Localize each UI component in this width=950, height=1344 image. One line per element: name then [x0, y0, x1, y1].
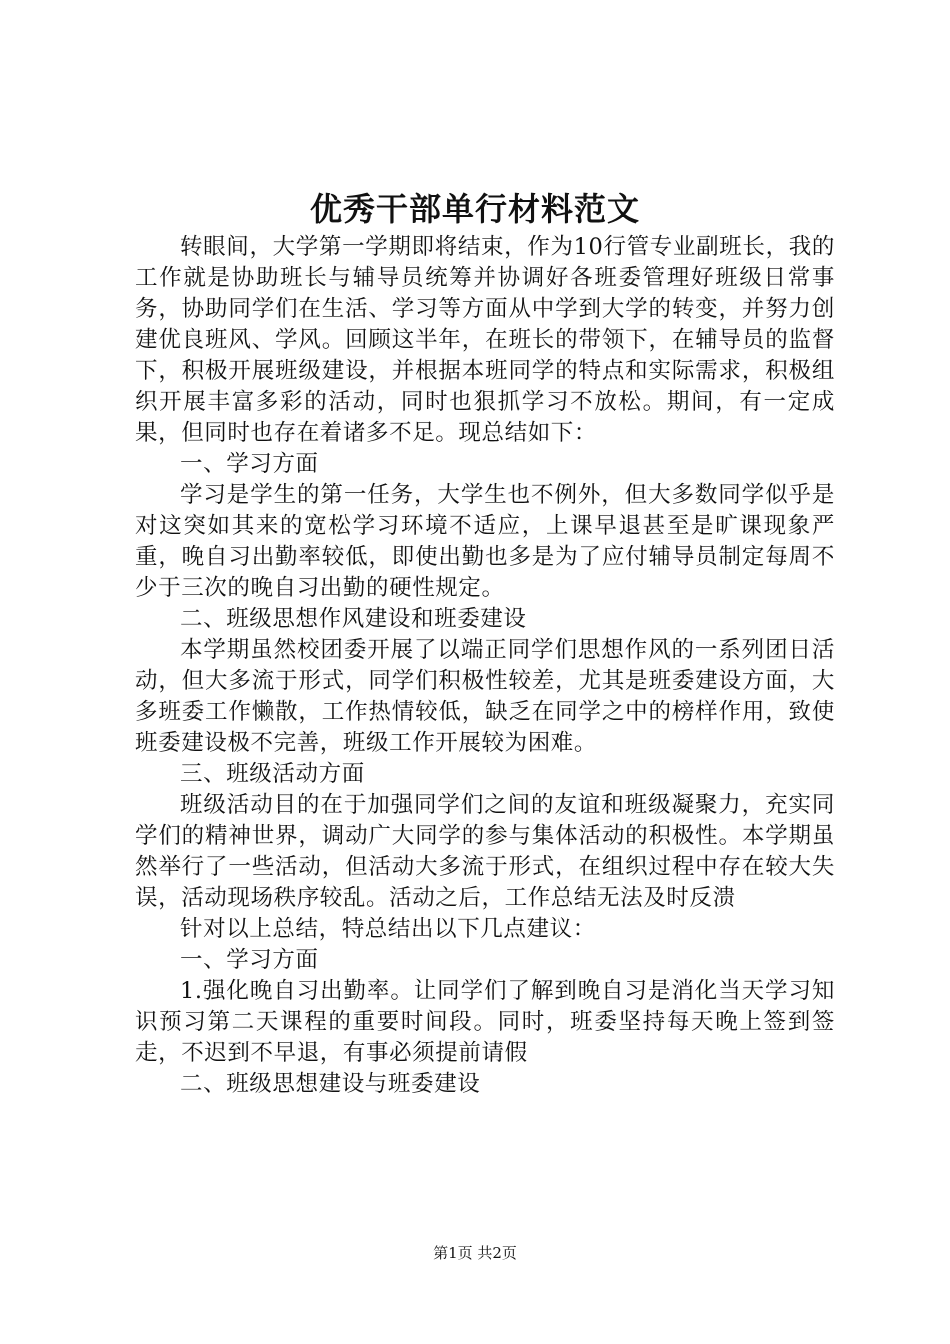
section-heading-activities: 三、班级活动方面 — [180, 761, 365, 787]
page-footer: 第1页 共2页 — [433, 1244, 517, 1262]
section-heading-class-style: 二、班级思想作风建设和班委建设 — [180, 606, 527, 632]
paragraph-suggestions-intro: 针对以上总结，特总结出以下几点建议： — [180, 916, 596, 942]
suggestion-heading-study: 一、学习方面 — [180, 947, 319, 973]
paragraph-activities: 班级活动目的在于加强同学们之间的友谊和班级凝聚力，充实同学们的精神世界，调动广大同学的参与集体活动的积极性。本学期虽然举行了一些活动，但活动大多流于形式，在组织过程中存在较大失误，活动现场秩序较乱。活动之后，工作总结无法及时反溃 — [135, 792, 835, 911]
paragraph-class-style: 本学期虽然校团委开展了以端正同学们思想作风的一系列团日活动，但大多流于形式，同学们积极性较差，尤其是班委建设方面，大多班委工作懒散，工作热情较低，缺乏在同学之中的榜样作用，致使班委建设极不完善，班级工作开展较为困难。 — [135, 637, 835, 756]
paragraph-study: 学习是学生的第一任务，大学生也不例外，但大多数同学似乎是对这突如其来的宽松学习环境不适应，上课早退甚至是旷课现象严重，晚自习出勤率较低，即使出勤也多是为了应付辅导员制定每周不少于三次的晚自习出勤的硬性规定。 — [135, 482, 835, 601]
suggestion-item-1: 1.强化晚自习出勤率。让同学们了解到晚自习是消化当天学习知识预习第二天课程的重要时间段。同时，班委坚持每天晚上签到签走，不迟到不早退，有事必须提前请假 — [135, 978, 835, 1066]
document-title: 优秀干部单行材料范文 — [309, 190, 640, 228]
section-heading-study: 一、学习方面 — [180, 451, 319, 477]
document-body — [135, 232, 835, 1100]
suggestion-heading-class-building: 二、班级思想建设与班委建设 — [180, 1071, 481, 1097]
paragraph-intro: 转眼间，大学第一学期即将结束，作为10行管专业副班长，我的工作就是协助班长与辅导员统筹并协调好各班委管理好班级日常事务，协助同学们在生活、学习等方面从中学到大学的转变，并努力创建优良班风、学风。回顾这半年，在班长的带领下，在辅导员的监督下，积极开展班级建设，并根据本班同学的特点和实际需求，积极组织开展丰富多彩的活动，同时也狠抓学习不放松。期间，有一定成果，但同时也存在着诸多不足。现总结如下： — [135, 234, 835, 446]
